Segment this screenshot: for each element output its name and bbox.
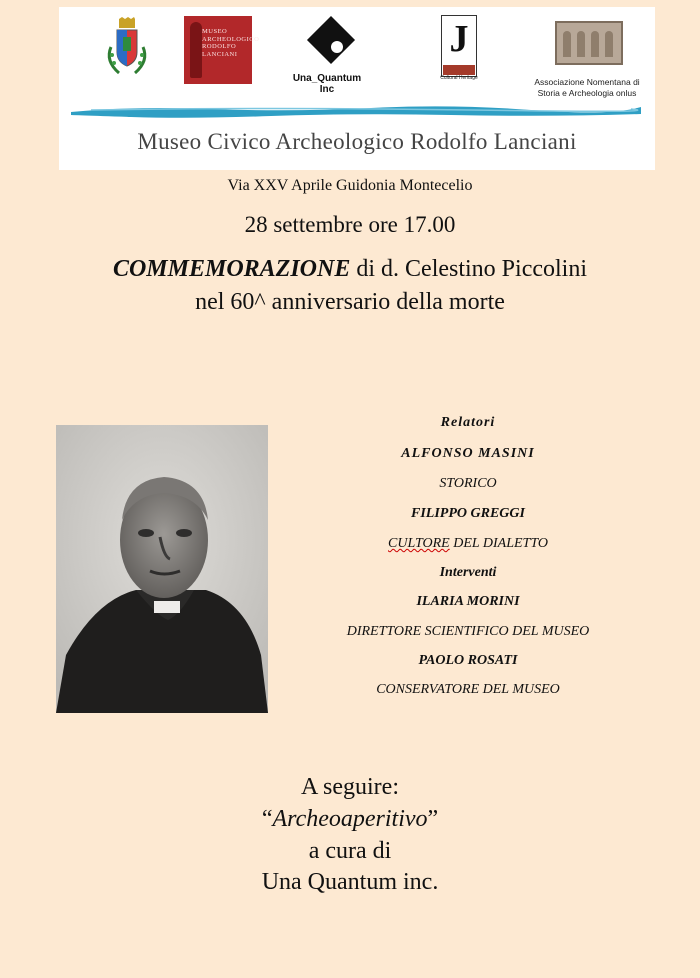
association-caption [525,77,649,99]
event-date-time: 28 settembre ore 17.00 [244,212,456,237]
association-name-line1: Associazione Nomentana di [534,77,640,87]
museum-logo-text: MUSEO ARCHEOLOGICO RODOLFO LANCIANI [202,28,260,58]
archeoaperitivo-text: Archeoaperitivo [272,806,428,832]
event-subtitle: nel 60^ anniversario della morte [195,289,505,315]
closing-line3: a cura di [308,838,392,864]
close-quote: ” [427,806,439,832]
statue-figure-icon [190,22,202,78]
museum-title: Museo Civico Archeologico Rodolfo Lanciani [137,129,577,154]
speaker2-role-rest: DEL DIALETTO [449,536,548,551]
diamond-shape [307,16,355,64]
closing-line2 [0,806,700,833]
event-title [0,256,700,283]
blue-brush-stroke [71,104,641,118]
interventi-heading: Interventi [439,565,497,580]
j-logo-band [443,65,475,75]
diamond-logo-icon [287,19,367,95]
j-letter: J [449,18,469,60]
speaker1-name: ALFONSO MASINI [401,446,535,461]
speaker2-role-underlined: CULTORE [388,536,450,551]
event-title-emphasis: COMMEMORAZIONE [112,256,351,282]
speaker2-role [318,536,618,552]
relatori-heading: Relatori [440,415,496,430]
closing-line1: A seguire: [301,774,399,800]
una-quantum-caption: Una_Quantum Inc [292,73,362,95]
logo-header [59,7,655,170]
speaker3-role: DIRETTORE SCIENTIFICO DEL MUSEO [346,624,590,639]
association-logo [525,17,649,97]
coat-of-arms-icon [103,17,151,81]
cultural-heritage-caption: Cultural Heritage [440,75,478,81]
relief-sculpture-icon [555,21,623,65]
j-letter-logo-icon [441,15,477,87]
portrait-photo [56,425,268,713]
association-name-line2: Storia e Archeologia onlus [537,88,637,98]
speaker1-role: STORICO [439,476,497,491]
speaker3-name: ILARIA MORINI [416,594,520,609]
event-address: Via XXV Aprile Guidonia Montecelio [227,177,473,194]
event-title-rest: di d. Celestino Piccolini [350,256,588,282]
speaker4-role: CONSERVATORE DEL MUSEO [376,682,560,697]
speaker4-name: PAOLO ROSATI [418,653,518,668]
diamond-dot [331,41,343,53]
open-quote: “ [261,806,273,832]
closing-line4: Una Quantum inc. [261,869,439,895]
museum-logo-icon [184,16,260,84]
speaker2-name: FILIPPO GREGGI [411,506,525,521]
